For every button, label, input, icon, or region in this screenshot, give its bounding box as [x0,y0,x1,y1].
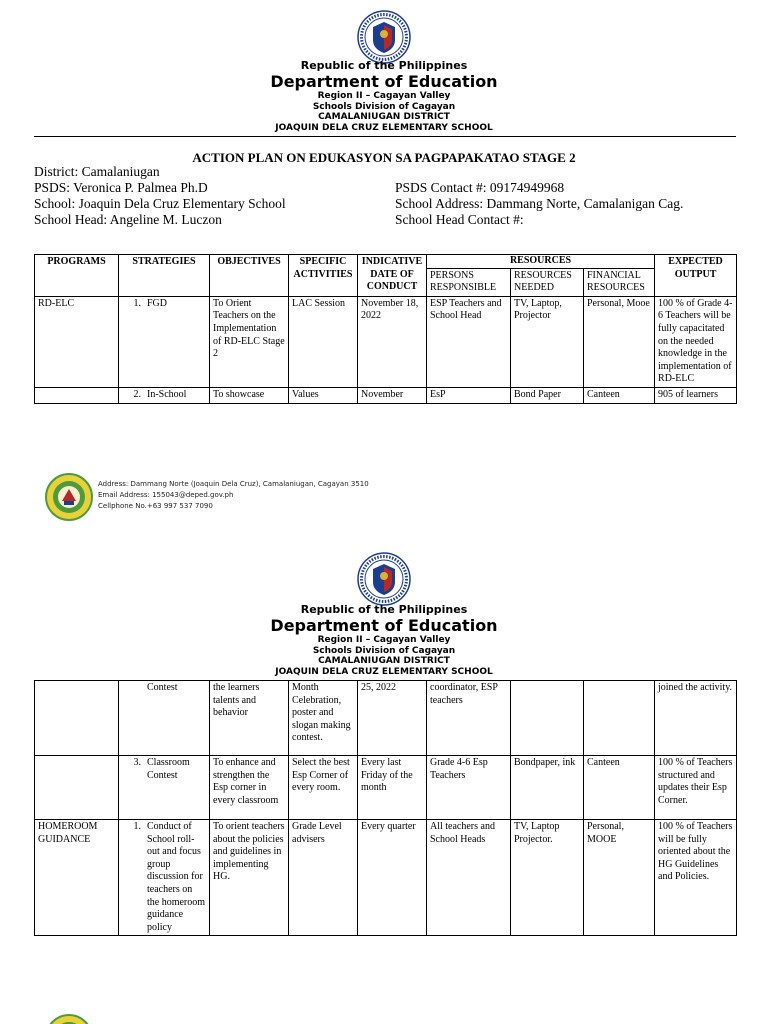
district-text: CAMALANIUGAN DISTRICT [318,112,450,122]
cell-strategy [119,756,210,820]
footer-email: Email Address: 155043@deped.gov.ph [98,491,234,499]
psds-info: PSDS: Veronica P. Palmea Ph.D [34,180,208,195]
cell-needed: TV, Laptop Projector. [511,820,584,936]
cell-persons: EsP [427,387,511,403]
table-row [35,387,737,403]
school-logo-icon [45,1014,93,1024]
header-specific-activities: SPECIFIC ACTIVITIES [289,255,358,297]
header-financial-resources: FINANCIAL RESOURCES [584,268,655,296]
republic-text: Republic of the Philippines [300,603,468,616]
cell-persons: All teachers and School Heads [427,820,511,936]
cell-output: joined the activity. [655,681,737,756]
cell-objective: the learners talents and behavior [210,681,289,756]
strategy-number: 1. [133,821,141,832]
school-text: JOAQUIN DELA CRUZ ELEMENTARY SCHOOL [275,666,493,677]
school-info: School: Joaquin Dela Cruz Elementary School [34,196,286,211]
deped-seal-icon [357,552,411,606]
strategy-text: Classroom Contest [147,757,190,781]
footer-contact [98,479,369,512]
cell-output: 100 % of Teachers structured and updates their Esp Corner. [655,756,737,820]
cell-date: November 18, 2022 [358,296,427,387]
school-head-info: School Head: Angeline M. Luczon [34,212,222,227]
cell-financial: Canteen [584,756,655,820]
region-text: Region II – Cagayan Valley [317,91,451,101]
cell-strategy [119,820,210,936]
strategy-number: 3. [133,757,141,768]
cell-strategy [119,296,210,387]
cell-financial: Personal, MOOE [584,820,655,936]
psds-contact-info: PSDS Contact #: 09174949968 [395,180,565,195]
school-logo-icon [45,473,93,521]
cell-program [35,756,119,820]
strategy-text: In-School [147,388,187,400]
cell-date: 25, 2022 [358,681,427,756]
letterhead-divider [34,136,736,137]
cell-financial: Personal, Mooe [584,296,655,387]
cell-needed: TV, Laptop, Projector [511,296,584,387]
strategy-text: Conduct of School roll-out and focus group discussion for teachers on the homeroom guidance policy [147,821,206,933]
district-info: District: Camalaniugan [34,164,160,179]
cell-program: HOMEROOM GUIDANCE [35,820,119,936]
cell-objective: To enhance and strengthen the Esp corner in every classroom [210,756,289,820]
cell-objective: To Orient Teachers on the Implementation of RD-ELC Stage 2 [210,296,289,387]
cell-activity: Values [289,387,358,403]
cell-program [35,387,119,403]
header-persons-responsible: PERSONS RESPONSIBLE [427,268,511,296]
district-text: CAMALANIUGAN DISTRICT [318,656,450,666]
action-plan-table-part-1 [34,254,737,404]
department-text: Department of Education [270,72,498,91]
cell-activity: LAC Session [289,296,358,387]
table-row [35,820,737,936]
cell-persons: ESP Teachers and School Head [427,296,511,387]
department-text: Department of Education [270,616,498,635]
strategy-number: 2. [133,388,141,400]
cell-persons: Grade 4-6 Esp Teachers [427,756,511,820]
region-text: Region II – Cagayan Valley [317,635,451,645]
strategy-number: 1. [133,297,141,309]
cell-strategy [119,387,210,403]
cell-output: 905 of learners [655,387,737,403]
table-row [35,681,737,756]
cell-needed [511,681,584,756]
cell-date: Every last Friday of the month [358,756,427,820]
cell-output: 100 % of Grade 4-6 Teachers will be fully capacitated on the needed knowledge in the implementation of RD-ELC [655,296,737,387]
action-plan-table-part-2 [34,680,737,936]
cell-objective: To orient teachers about the policies and guidelines in implementing HG. [210,820,289,936]
strategy-number [125,682,141,695]
letterhead [0,59,768,133]
cell-activity: Month Celebration, poster and slogan making contest. [289,681,358,756]
cell-date: November [358,387,427,403]
header-objectives: OBJECTIVES [210,255,289,297]
table-row [35,296,737,387]
header-strategies: STRATEGIES [119,255,210,297]
cell-activity: Select the best Esp Corner of every room. [289,756,358,820]
school-address-info: School Address: Dammang Norte, Camalanigan Cag. [395,196,684,211]
plan-title: ACTION PLAN ON EDUKASYON SA PAGPAPAKATAO STAGE 2 [192,150,576,165]
header-resources: RESOURCES [427,255,655,269]
cell-date: Every quarter [358,820,427,936]
division-text: Schools Division of Cagayan [312,645,456,656]
header-expected-output: EXPECTED OUTPUT [655,255,737,297]
cell-financial [584,681,655,756]
cell-needed: Bond Paper [511,387,584,403]
header-programs: PROGRAMS [35,255,119,297]
header-resources-needed: RESOURCES NEEDED [511,268,584,296]
cell-needed: Bondpaper, ink [511,756,584,820]
footer-cellphone: Cellphone No.+63 997 537 7090 [98,502,213,510]
cell-program [35,681,119,756]
school-text: JOAQUIN DELA CRUZ ELEMENTARY SCHOOL [275,122,493,133]
cell-financial: Canteen [584,387,655,403]
division-text: Schools Division of Cagayan [312,101,456,112]
cell-program: RD-ELC [35,296,119,387]
cell-objective: To showcase [210,387,289,403]
deped-seal-icon [357,10,411,64]
table-row [35,756,737,820]
page-footer [45,473,445,523]
page-footer [45,1014,445,1024]
letterhead [0,603,768,677]
strategy-text: Contest [147,682,178,693]
header-indicative-date: INDICATIVE DATE OF CONDUCT [358,255,427,297]
republic-text: Republic of the Philippines [300,59,468,72]
cell-strategy [119,681,210,756]
cell-persons: coordinator, ESP teachers [427,681,511,756]
strategy-text: FGD [147,297,168,309]
cell-output: 100 % of Teachers will be fully oriented about the HG Guidelines and Policies. [655,820,737,936]
cell-activity: Grade Level advisers [289,820,358,936]
footer-address: Address: Dammang Norte (Joaquin Dela Cruz), Camalaniugan, Cagayan 3510 [98,480,369,488]
school-head-contact-info: School Head Contact #: [395,212,524,227]
